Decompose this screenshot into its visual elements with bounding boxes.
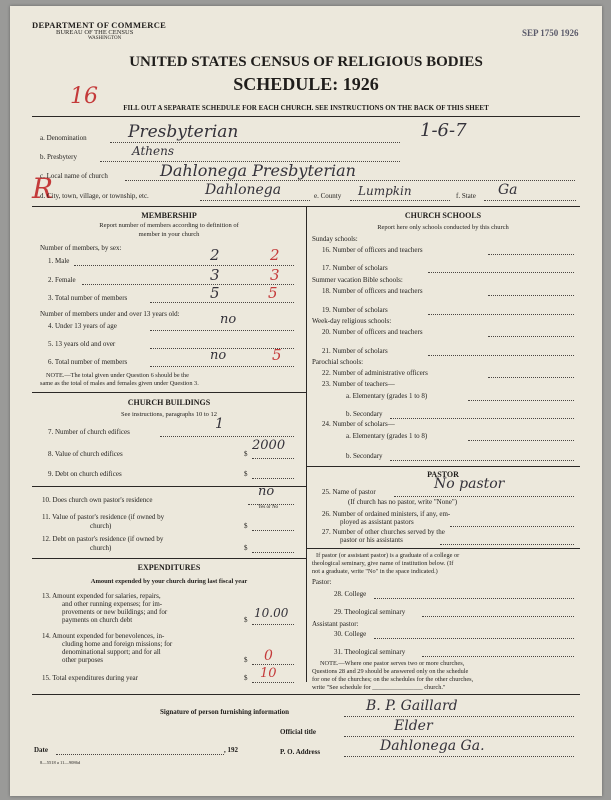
admin-officers-label: 22. Number of administrative officers bbox=[322, 369, 428, 377]
expenditures-title: EXPENDITURES bbox=[137, 563, 201, 572]
benevolences-label-2: cluding home and foreign missions; for bbox=[62, 640, 173, 648]
summer-scholars-line bbox=[428, 314, 574, 315]
female-line bbox=[82, 284, 294, 285]
male-value: 2 bbox=[210, 246, 220, 264]
pastor-college-label: 28. College bbox=[334, 590, 367, 598]
city-value: Dahlonega bbox=[205, 182, 282, 198]
sunday-officers-label: 16. Number of officers and teachers bbox=[322, 246, 423, 254]
scholars-label: 24. Number of scholars— bbox=[322, 420, 395, 428]
pastor-name-line bbox=[394, 496, 574, 497]
edifices-count-label: 7. Number of church edifices bbox=[48, 428, 130, 436]
denomination-label: a. Denomination bbox=[40, 134, 87, 142]
official-title-label: Official title bbox=[280, 728, 316, 736]
running-expenses-value: 10.00 bbox=[254, 606, 289, 620]
edifices-value-line bbox=[252, 458, 294, 459]
under-13-line bbox=[150, 330, 294, 331]
residence-debt-line bbox=[252, 552, 294, 553]
running-expenses-line bbox=[252, 624, 294, 625]
county-line bbox=[350, 200, 450, 201]
residence-debt-dollar: $ bbox=[244, 544, 248, 552]
residence-value-label-1: 11. Value of pastor's residence (if owned by bbox=[42, 513, 165, 521]
city-line bbox=[200, 200, 310, 201]
teachers-label: 23. Number of teachers— bbox=[322, 380, 395, 388]
classification-code: 1-6-7 bbox=[420, 120, 467, 141]
residence-value-dollar: $ bbox=[244, 522, 248, 530]
edifices-value-amount: 2000 bbox=[252, 438, 286, 453]
teachers-secondary-label: b. Secondary bbox=[346, 410, 383, 418]
residence-debt-label-2: church) bbox=[90, 544, 112, 552]
edifices-count-value: 1 bbox=[215, 416, 224, 432]
assistant-college-label: 30. College bbox=[334, 630, 367, 638]
female-red-check: 3 bbox=[270, 266, 280, 284]
residence-debt-label-1: 12. Debt on pastor's residence (if owned by bbox=[42, 535, 164, 543]
presbytery-label: b. Presbytery bbox=[40, 153, 77, 161]
pastor-subhead: Pastor: bbox=[312, 578, 332, 586]
edifices-debt-line bbox=[252, 478, 294, 479]
handwritten-mark-r: R bbox=[32, 172, 54, 205]
church-name-value: Dahlonega Presbyterian bbox=[160, 161, 356, 180]
running-expenses-label-2: and other running expenses; for im- bbox=[62, 600, 163, 608]
instruction-line: FILL OUT A SEPARATE SCHEDULE FOR EACH CHURCH. SEE INSTRUCTIONS ON THE BACK OF THIS SHEET bbox=[123, 104, 489, 112]
bureau-name: BUREAU OF THE CENSUS bbox=[56, 29, 134, 36]
signature-value: B. P. Gaillard bbox=[366, 698, 458, 714]
other-churches-label-2: pastor or his assistants bbox=[340, 536, 403, 544]
teachers-secondary-line bbox=[390, 418, 574, 419]
debt-dollar-sign: $ bbox=[244, 470, 248, 478]
assistant-seminary-line bbox=[422, 656, 574, 657]
pastor-college-line bbox=[374, 598, 574, 599]
pastor-name-hint: (If church has no pastor, write "None") bbox=[348, 498, 458, 506]
assistant-ministers-line bbox=[450, 526, 574, 527]
graduate-note-3: not a graduate, write "No" in the space indicated.) bbox=[312, 568, 438, 575]
pastor-note-3: for one of the churches; on the schedules for the other churches, bbox=[312, 676, 474, 683]
male-red-check: 2 bbox=[270, 246, 280, 264]
pastor-note-1: NOTE.—Where one pastor serves two or more churches, bbox=[320, 660, 465, 667]
membership-title: MEMBERSHIP bbox=[141, 211, 197, 220]
pastor-seminary-line bbox=[422, 616, 574, 617]
admin-officers-line bbox=[488, 377, 574, 378]
total-expenditures-value: 10 bbox=[260, 666, 277, 681]
other-churches-line bbox=[440, 544, 574, 545]
running-expenses-dollar: $ bbox=[244, 616, 248, 624]
benevolences-label-4: other purposes bbox=[62, 656, 104, 664]
other-churches-label-1: 27. Number of other churches served by the bbox=[322, 528, 445, 536]
buildings-divider bbox=[32, 558, 306, 559]
assistant-pastor-subhead: Assistant pastor: bbox=[312, 620, 359, 628]
received-stamp: SEP 1750 1926 bbox=[522, 28, 579, 38]
edifices-count-line bbox=[160, 436, 294, 437]
church-name-label: c. Local name of church bbox=[40, 172, 108, 180]
running-expenses-label-4: payments on church debt bbox=[62, 616, 133, 624]
assistant-college-line bbox=[374, 638, 574, 639]
denomination-line bbox=[110, 142, 400, 143]
members-by-age-label: Number of members under and over 13 years old: bbox=[40, 310, 180, 318]
assistant-seminary-label: 31. Theological seminary bbox=[334, 648, 406, 656]
county-value: Lumpkin bbox=[358, 184, 412, 198]
weekday-schools-label: Week-day religious schools: bbox=[312, 317, 392, 325]
total-expenditures-line bbox=[252, 682, 294, 683]
pastor-name-value: No pastor bbox=[434, 476, 505, 492]
teachers-elementary-label: a. Elementary (grades 1 to 8) bbox=[346, 392, 428, 400]
pastor-note-2: Questions 28 and 29 should be answered only on the schedule bbox=[312, 668, 469, 675]
official-title-line bbox=[344, 736, 574, 737]
benevolences-line bbox=[252, 664, 294, 665]
graduate-note-1: If pastor (or assistant pastor) is a graduate of a college or bbox=[316, 552, 460, 559]
po-address-label: P. O. Address bbox=[280, 748, 321, 756]
total-age-value: no bbox=[210, 348, 227, 363]
graduate-note-2: theological seminary, give name of institution below. (If bbox=[312, 560, 454, 567]
membership-intro-1: Report number of members according to definition of bbox=[99, 222, 239, 229]
assistant-ministers-label-2: ployed as assistant pastors bbox=[340, 518, 414, 526]
pastor-divider bbox=[306, 548, 580, 549]
handwritten-mark-16: 16 bbox=[70, 84, 98, 109]
residence-owned-value: no bbox=[258, 484, 275, 499]
church-name-line bbox=[125, 180, 575, 181]
yes-or-no-hint: Yes or No bbox=[258, 505, 279, 510]
residence-owned-label: 10. Does church own pastor's residence bbox=[42, 496, 153, 504]
edifices-debt-label: 9. Debt on church edifices bbox=[48, 470, 122, 478]
membership-note-1: NOTE.—The total given under Question 6 should be the bbox=[46, 372, 189, 379]
teachers-elementary-line bbox=[468, 400, 574, 401]
running-expenses-label-1: 13. Amount expended for salaries, repairs, bbox=[42, 592, 161, 600]
total-sex-label: 3. Total number of members bbox=[48, 294, 128, 302]
buildings-title: CHURCH BUILDINGS bbox=[127, 398, 211, 407]
schedule-title: SCHEDULE: 1926 bbox=[233, 74, 379, 94]
benevolences-label-1: 14. Amount expended for benevolences, in- bbox=[42, 632, 165, 640]
state-value: Ga bbox=[498, 182, 518, 198]
po-address-value: Dahlonega Ga. bbox=[380, 738, 485, 754]
total-age-red-check: 5 bbox=[272, 346, 282, 364]
sunday-scholars-label: 17. Number of scholars bbox=[322, 264, 388, 272]
presbytery-value: Athens bbox=[132, 144, 174, 158]
membership-divider bbox=[32, 392, 306, 393]
male-line bbox=[74, 265, 294, 266]
summer-officers-label: 18. Number of officers and teachers bbox=[322, 287, 423, 295]
benevolences-value: 0 bbox=[264, 648, 273, 664]
expenditures-intro: Amount expended by your church during last fiscal year bbox=[90, 578, 248, 585]
weekday-scholars-label: 21. Number of scholars bbox=[322, 347, 388, 355]
membership-intro-2: member in your church bbox=[138, 231, 200, 238]
sunday-schools-label: Sunday schools: bbox=[312, 235, 358, 243]
under-13-label: 4. Under 13 years of age bbox=[48, 322, 117, 330]
assistant-ministers-label-1: 26. Number of ordained ministers, if any, em- bbox=[322, 510, 451, 518]
total-expenditures-dollar: $ bbox=[244, 674, 248, 682]
weekday-officers-label: 20. Number of officers and teachers bbox=[322, 328, 423, 336]
total-sex-line bbox=[150, 302, 294, 303]
running-expenses-label-3: provements or new buildings; and for bbox=[62, 608, 168, 616]
schools-intro: Report here only schools conducted by this church bbox=[377, 224, 509, 231]
signature-line bbox=[344, 716, 574, 717]
weekday-scholars-line bbox=[428, 355, 574, 356]
sunday-officers-line bbox=[488, 254, 574, 255]
over-13-label: 5. 13 years old and over bbox=[48, 340, 116, 348]
members-by-sex-label: Number of members, by sex: bbox=[40, 244, 122, 252]
summer-officers-line bbox=[488, 295, 574, 296]
benevolences-dollar: $ bbox=[244, 656, 248, 664]
state-line bbox=[484, 200, 576, 201]
pastor-note-4: write "See schedule for ________________ church." bbox=[312, 684, 446, 691]
total-age-line bbox=[150, 366, 294, 367]
official-title-value: Elder bbox=[394, 718, 433, 734]
pastor-seminary-label: 29. Theological seminary bbox=[334, 608, 406, 616]
summer-schools-label: Summer vacation Bible schools: bbox=[312, 276, 403, 284]
parochial-schools-label: Parochial schools: bbox=[312, 358, 364, 366]
footer-divider bbox=[32, 694, 580, 695]
denomination-value: Presbyterian bbox=[128, 122, 239, 142]
signature-label: Signature of person furnishing information bbox=[160, 708, 289, 716]
total-sex-red-check: 5 bbox=[268, 284, 278, 302]
form-title: UNITED STATES CENSUS OF RELIGIOUS BODIES bbox=[129, 54, 483, 70]
total-sex-value: 5 bbox=[210, 284, 220, 302]
scholars-elementary-label: a. Elementary (grades 1 to 8) bbox=[346, 432, 428, 440]
date-line bbox=[56, 754, 224, 755]
residence-value-line bbox=[252, 530, 294, 531]
edifices-value-label: 8. Value of church edifices bbox=[48, 450, 123, 458]
under-13-value: no bbox=[220, 312, 237, 327]
scholars-elementary-line bbox=[468, 440, 574, 441]
edifices-dollar-sign: $ bbox=[244, 450, 248, 458]
county-label: e. County bbox=[314, 192, 342, 200]
female-value: 3 bbox=[210, 266, 220, 284]
total-age-label: 6. Total number of members bbox=[48, 358, 128, 366]
department-name: DEPARTMENT OF COMMERCE bbox=[32, 20, 167, 30]
year-label: , 192 bbox=[224, 746, 238, 754]
state-label: f. State bbox=[456, 192, 476, 200]
weekday-officers-line bbox=[488, 336, 574, 337]
date-label: Date bbox=[34, 746, 48, 754]
pastor-name-label: 25. Name of pastor bbox=[322, 488, 376, 496]
form-number: 8—5518 a 11—9086d bbox=[40, 760, 81, 765]
buildings-intro: See instructions, paragraphs 10 to 12 bbox=[120, 411, 218, 418]
header-divider bbox=[32, 116, 580, 117]
column-divider bbox=[306, 206, 307, 682]
po-address-line bbox=[344, 756, 574, 757]
schools-divider bbox=[306, 466, 580, 467]
scholars-secondary-line bbox=[390, 460, 574, 461]
male-label: 1. Male bbox=[48, 257, 70, 265]
city-label: d. City, town, village, or township, etc. bbox=[40, 192, 149, 200]
residence-value-label-2: church) bbox=[90, 522, 112, 530]
sunday-scholars-line bbox=[428, 272, 574, 273]
pastor-title: PASTOR bbox=[427, 470, 459, 479]
census-schedule-form bbox=[10, 6, 602, 796]
benevolences-label-3: denominational support; and for all bbox=[62, 648, 161, 656]
scholars-secondary-label: b. Secondary bbox=[346, 452, 383, 460]
schools-title: CHURCH SCHOOLS bbox=[404, 211, 482, 220]
membership-note-2: same as the total of males and females given under Question 3. bbox=[40, 380, 199, 387]
washington-label: WASHINGTON bbox=[88, 36, 122, 41]
summer-scholars-label: 19. Number of scholars bbox=[322, 306, 388, 314]
total-expenditures-label: 15. Total expenditures during year bbox=[42, 674, 138, 682]
female-label: 2. Female bbox=[48, 276, 76, 284]
